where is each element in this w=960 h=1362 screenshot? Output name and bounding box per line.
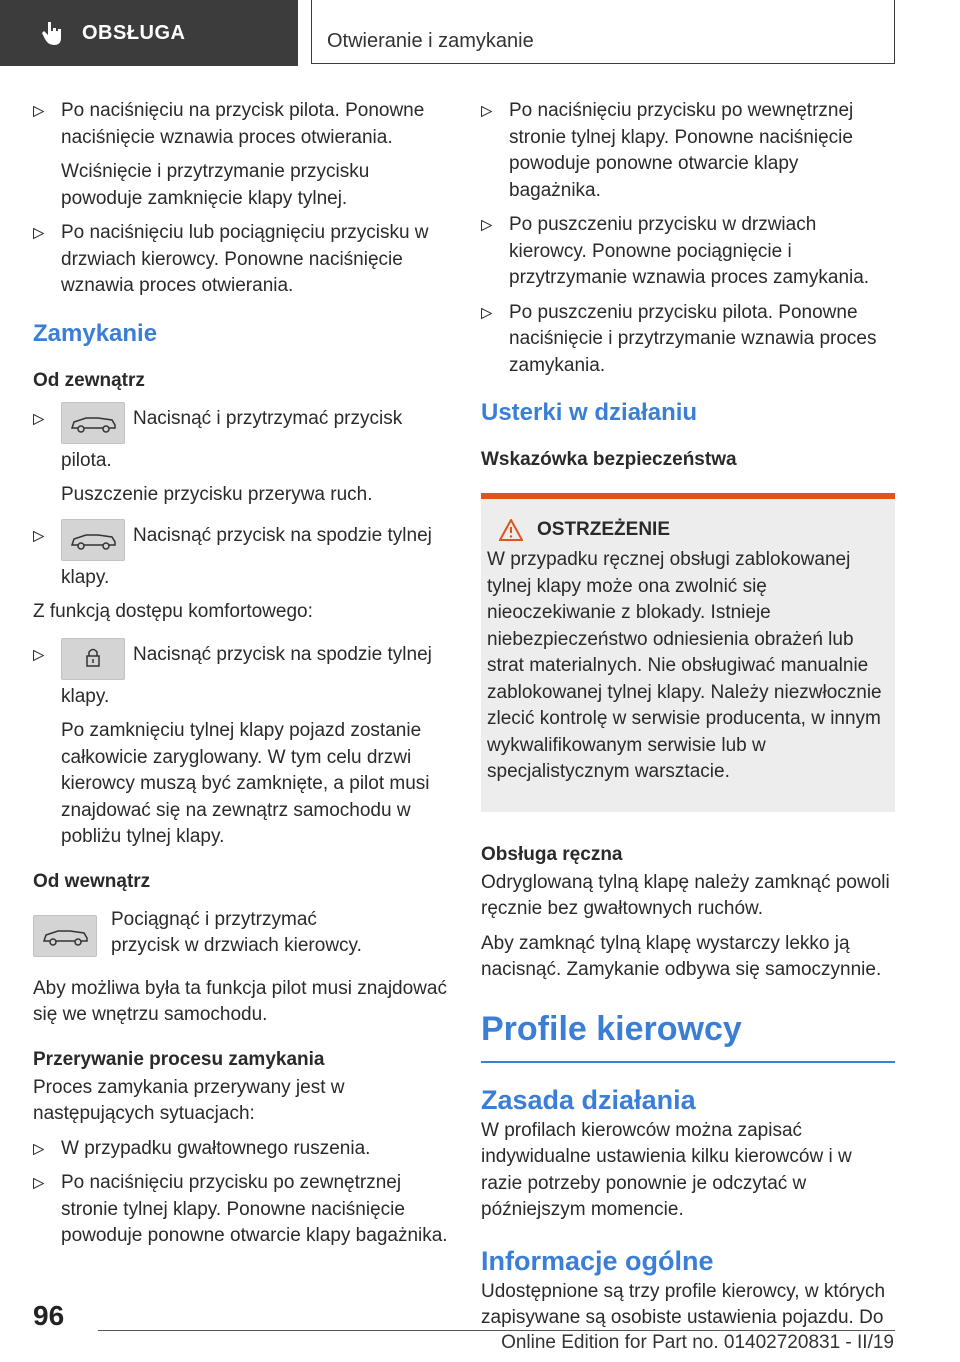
warning-title: OSTRZEŻENIE [487,519,889,541]
trunk-button-icon [33,915,97,957]
triangle-bullet-icon [481,220,492,231]
list-item: Nacisnąć przycisk na spodzie tylnej klapy. [33,523,451,592]
heading-usterki: Usterki w działaniu [481,399,698,426]
list-item: Po naciśnięciu lub pociągnięciu przycisku w drzwiach kierowcy. Ponowne naciśnięcie wznawia proces otwierania. [33,220,451,300]
list-item-note: Puszczenie przycisku przerywa ruch. [61,484,373,505]
triangle-bullet-icon [33,1178,44,1189]
section-title: OBSŁUGA [82,21,186,44]
triangle-bullet-icon [33,1144,44,1155]
list-item: Po puszczeniu przycisku pilota. Ponowne naciśnięcie i przytrzymanie wznawia proces zamykania. [481,300,895,380]
zasada-text: W profilach kierowców można zapisać indywidualne ustawienia kilku kierowców i w razie potrzeby ponownie je odczytać w późniejszym momencie. [481,1119,852,1220]
heading-profile-kierowcy: Profile kierowcy [481,1010,895,1063]
warning-triangle-icon [499,519,523,541]
triangle-bullet-icon [481,308,492,319]
heading-zamykanie: Zamykanie [33,319,158,347]
header-topic-box [311,0,895,64]
topic-title: Otwieranie i zamykanie [327,30,534,52]
list-item: Nacisnąć przycisk na spodzie tylnej klapy. [33,642,451,711]
hand-icon [38,18,68,48]
manual-text-1: Odryglowaną tylną klapę należy zamknąć powoli ręcznie bez gwałtownych ruchów. [481,871,890,919]
triangle-bullet-icon [33,531,44,542]
right-column [481,98,895,1340]
informacje-text: Udostępnione są trzy profile kierowcy, w których zapisywane są osobiste ustawienia pojazdu. Do [481,1280,886,1328]
heading-informacje: Informacje ogólne [481,1245,714,1276]
pilot-note: Aby możliwa była ta funkcja pilot musi znajdować się we wnętrzu samochodu. [33,977,447,1025]
left-column [33,98,451,1258]
heading-przerywanie: Przerywanie procesu zamykania [33,1048,325,1070]
przerywanie-text: Proces zamykania przerywany jest w następujących sytuacjach: [33,1076,345,1124]
lock-button-icon [61,638,125,680]
list-item-note: Wciśnięcie i przytrzymanie przycisku powoduje zamknięcie klapy tylnej. [61,161,370,209]
list-item: Nacisnąć i przytrzymać przycisk pilota. [33,406,451,475]
warning-text: W przypadku ręcznej obsługi zablokowanej tylnej klapy może ona zwolnić się nieoczekiwanie z blokady. Istnieje niebezpieczeństwo odniesienia obrażeń lub strat materialnych. Nie obsługiwać manualnie zablokowanej tylnej klapy. Należy niezwłocznie zlecić kontrolę w serwisie producenta, w innym wykwalifikowanym serwisie lub w specjalistycznym warsztacie. [487,549,882,782]
heading-od-zewnatrz: Od zewnątrz [33,369,145,391]
trunk-button-icon [61,402,125,444]
manual-text-2: Aby zamknąć tylną klapę wystarczy lekko ją nacisnąć. Zamykanie odbywa się samoczynnie. [481,932,882,980]
triangle-bullet-icon [33,414,44,425]
list-item: Po naciśnięciu przycisku po zewnętrznej stronie tylnej klapy. Ponowne naciśnięcie powoduje ponowne otwarcie klapy bagażnika. [33,1170,451,1250]
footer-divider [98,1330,895,1331]
triangle-bullet-icon [33,106,44,117]
trunk-button-icon [61,519,125,561]
triangle-bullet-icon [33,228,44,239]
heading-od-wewnatrz: Od wewnątrz [33,870,151,892]
heading-obsluga-reczna: Obsługa ręczna [481,843,623,865]
list-item: W przypadku gwałtownego ruszenia. [33,1136,451,1163]
triangle-bullet-icon [33,650,44,661]
page-number: 96 [33,1300,65,1331]
heading-wskazowka: Wskazówka bezpieczeństwa [481,449,737,470]
list-item: Po naciśnięciu na przycisk pilota. Ponowne naciśnięcie wznawia proces otwierania. [33,98,451,151]
list-item-note: Po zamknięciu tylnej klapy pojazd zostanie całkowicie zaryglowany. W tym celu drzwi kierowcy muszą być zamknięte, a pilot musi znajdować się na zewnątrz samochodu w pobliżu tylnej klapy. [61,720,430,847]
list-item: Po naciśnięciu przycisku po wewnętrznej stronie tylnej klapy. Ponowne naciśnięcie powoduje ponowne otwarcie klapy bagażnika. [481,98,895,204]
list-item: Po puszczeniu przycisku w drzwiach kierowcy. Ponowne pociągnięcie i przytrzymanie wznawia proces zamykania. [481,212,895,292]
warning-box [481,493,895,812]
comfort-access-label: Z funkcją dostępu komfortowego: [33,601,313,622]
header-section-tab [0,0,298,66]
interior-button-row: Pociągnąć i przytrzymać przycisk w drzwiach kierowcy. [33,907,451,960]
heading-zasada: Zasada działania [481,1084,696,1115]
footer-edition: Online Edition for Part no. 01402720831 - II/19 [501,1332,894,1353]
triangle-bullet-icon [481,106,492,117]
